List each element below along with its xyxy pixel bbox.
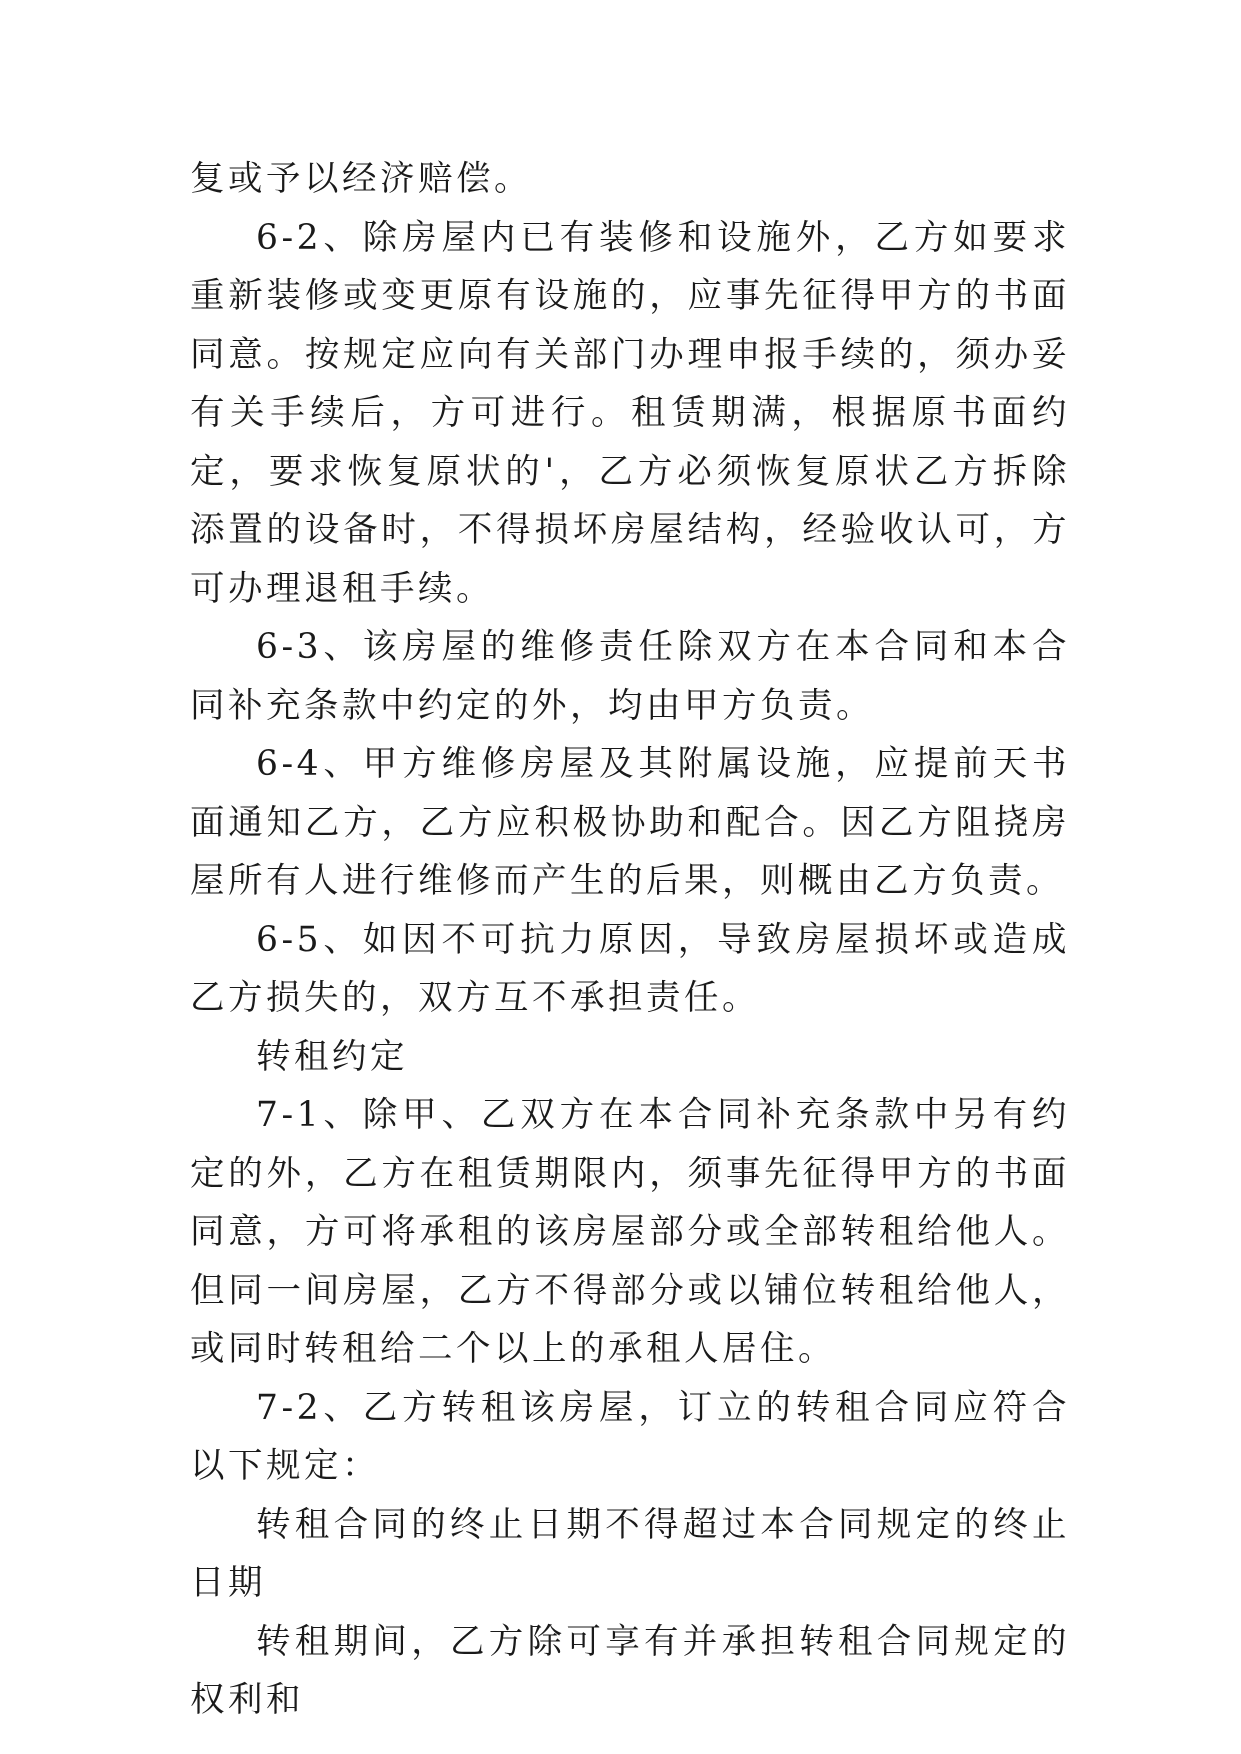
section-heading-sublease: 转租约定	[256, 1036, 408, 1077]
document-body	[190, 150, 1070, 1730]
clause-6-2-paragraph: 6-2、除房屋内已有装修和设施外，乙方如要求重新装修或变更原有设施的，应事先征得甲方的书面同意。按规定应向有关部门办理申报手续的，须办妥有关手续后，方可进行。租赁期满，根据原书面约定，要求恢复原状的'，乙方必须恢复原状乙方拆除添置的设备时，不得损坏房屋结构，经验收认可，方可办理退租手续。	[190, 217, 1070, 609]
clause-6-3-paragraph: 6-3、该房屋的维修责任除双方在本合同和本合同补充条款中约定的外，均由甲方负责。	[190, 627, 1070, 726]
sublease-rule-paragraph: 转租合同的终止日期不得超过本合同规定的终止日期	[190, 1504, 1070, 1603]
paragraph-continuation: 复或予以经济赔偿。	[190, 159, 532, 199]
sublease-period-paragraph: 转租期间，乙方除可享有并承担转租合同规定的权利和	[190, 1621, 1070, 1720]
clause-7-1-paragraph: 7-1、除甲、乙双方在本合同补充条款中另有约定的外，乙方在租赁期限内，须事先征得甲方的书面同意，方可将承租的该房屋部分或全部转租给他人。但同一间房屋，乙方不得部分或以铺位转租给他人，或同时转租给二个以上的承租人居住。	[190, 1095, 1070, 1369]
clause-6-4-paragraph: 6-4、甲方维修房屋及其附属设施，应提前天书面通知乙方，乙方应积极协助和配合。因乙方阻挠房屋所有人进行维修而产生的后果，则概由乙方负责。	[190, 744, 1070, 901]
clause-6-5-paragraph: 6-5、如因不可抗力原因，导致房屋损坏或造成乙方损失的，双方互不承担责任。	[190, 919, 1070, 1018]
clause-7-2-paragraph: 7-2、乙方转租该房屋，订立的转租合同应符合以下规定：	[190, 1387, 1070, 1486]
